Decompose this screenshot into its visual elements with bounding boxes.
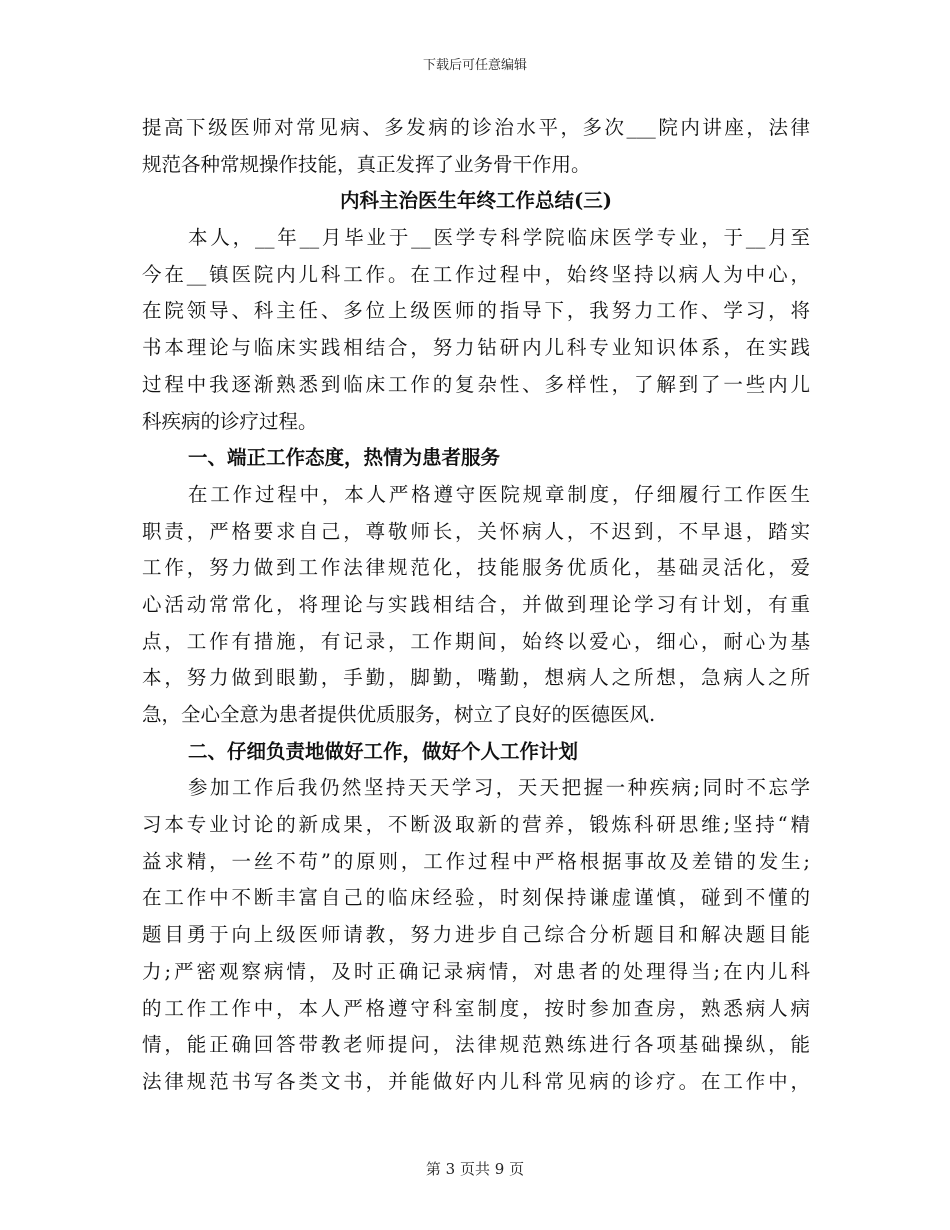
paragraph-line: 规范各种常规操作技能，真正发挥了业务骨干作用。 xyxy=(142,152,591,176)
paragraph-line: 法律规范书写各类文书，并能做好内儿科常见病的诊疗。在工作中， xyxy=(142,1069,810,1093)
paragraph-line: 本，努力做到眼勤，手勤，脚勤，嘴勤，想病人之所想，急病人之所 xyxy=(142,666,810,690)
document-body xyxy=(142,110,810,1101)
paragraph-line: 在工作过程中，本人严格遵守医院规章制度，仔细履行工作医生 xyxy=(188,482,810,506)
section-heading: 一、端正工作态度，热情为患者服务 xyxy=(188,446,501,470)
page-number: 第 3 页共 9 页 xyxy=(425,1160,525,1178)
paragraph-line: 点，工作有措施，有记录，工作期间，始终以爱心，细心，耐心为基 xyxy=(142,629,810,653)
paragraph-line: 题目勇于向上级医师请教，努力进步自己综合分析题目和解决题目能 xyxy=(142,923,810,947)
paragraph-line: 今在__镇医院内儿科工作。在工作过程中，始终坚持以病人为中心， xyxy=(142,262,810,286)
paragraph-line: 急，全心全意为患者提供优质服务，树立了良好的医德医风. xyxy=(142,703,656,726)
paragraph-line: 情，能正确回答带教老师提问，法律规范熟练进行各项基础操纵，能 xyxy=(142,1033,810,1057)
paragraph-line: 益求精，一丝不苟”的原则，工作过程中严格根据事故及差错的发生; xyxy=(142,849,810,873)
section-heading: 二、仔细负责地做好工作，做好个人工作计划 xyxy=(188,739,579,763)
paragraph-line: 在工作中不断丰富自己的临床经验，时刻保持谦虚谨慎，碰到不懂的 xyxy=(142,886,810,910)
paragraph-line: 的工作工作中，本人严格遵守科室制度，按时参加查房，熟悉病人病 xyxy=(142,996,810,1020)
paragraph-line: 工作，努力做到工作法律规范化，技能服务优质化，基础灵活化，爱 xyxy=(142,556,810,580)
paragraph-line: 力;严密观察病情，及时正确记录病情，对患者的处理得当;在内儿科 xyxy=(142,959,810,983)
paragraph-line: 书本理论与临床实践相结合，努力钻研内儿科专业知识体系，在实践 xyxy=(142,336,810,360)
paragraph-line: 职责，严格要求自己，尊敬师长，关怀病人，不迟到，不早退，踏实 xyxy=(142,519,810,543)
paragraph-line: 参加工作后我仍然坚持天天学习，天天把握一种疾病;同时不忘学 xyxy=(188,776,810,800)
section-title: 内科主治医生年终工作总结(三) xyxy=(340,189,612,213)
paragraph-line: 科疾病的诊疗过程。 xyxy=(142,409,318,433)
paragraph-line: 提高下级医师对常见病、多发病的诊治水平，多次___院内讲座，法律 xyxy=(142,116,810,139)
header-note: 下载后可任意编辑 xyxy=(422,58,527,73)
paragraph-line: 心活动常常化，将理论与实践相结合，并做到理论学习有计划，有重 xyxy=(142,592,810,616)
paragraph-line: 习本专业讨论的新成果，不断汲取新的营养，锻炼科研思维;坚持“精 xyxy=(142,813,810,837)
paragraph-line: 本人，__年__月毕业于__医学专科学院临床医学专业，于__月至 xyxy=(188,226,810,250)
paragraph-line: 在院领导、科主任、多位上级医师的指导下，我努力工作、学习，将 xyxy=(142,299,810,323)
paragraph-line: 过程中我逐渐熟悉到临床工作的复杂性、多样性，了解到了一些内儿 xyxy=(142,372,810,396)
